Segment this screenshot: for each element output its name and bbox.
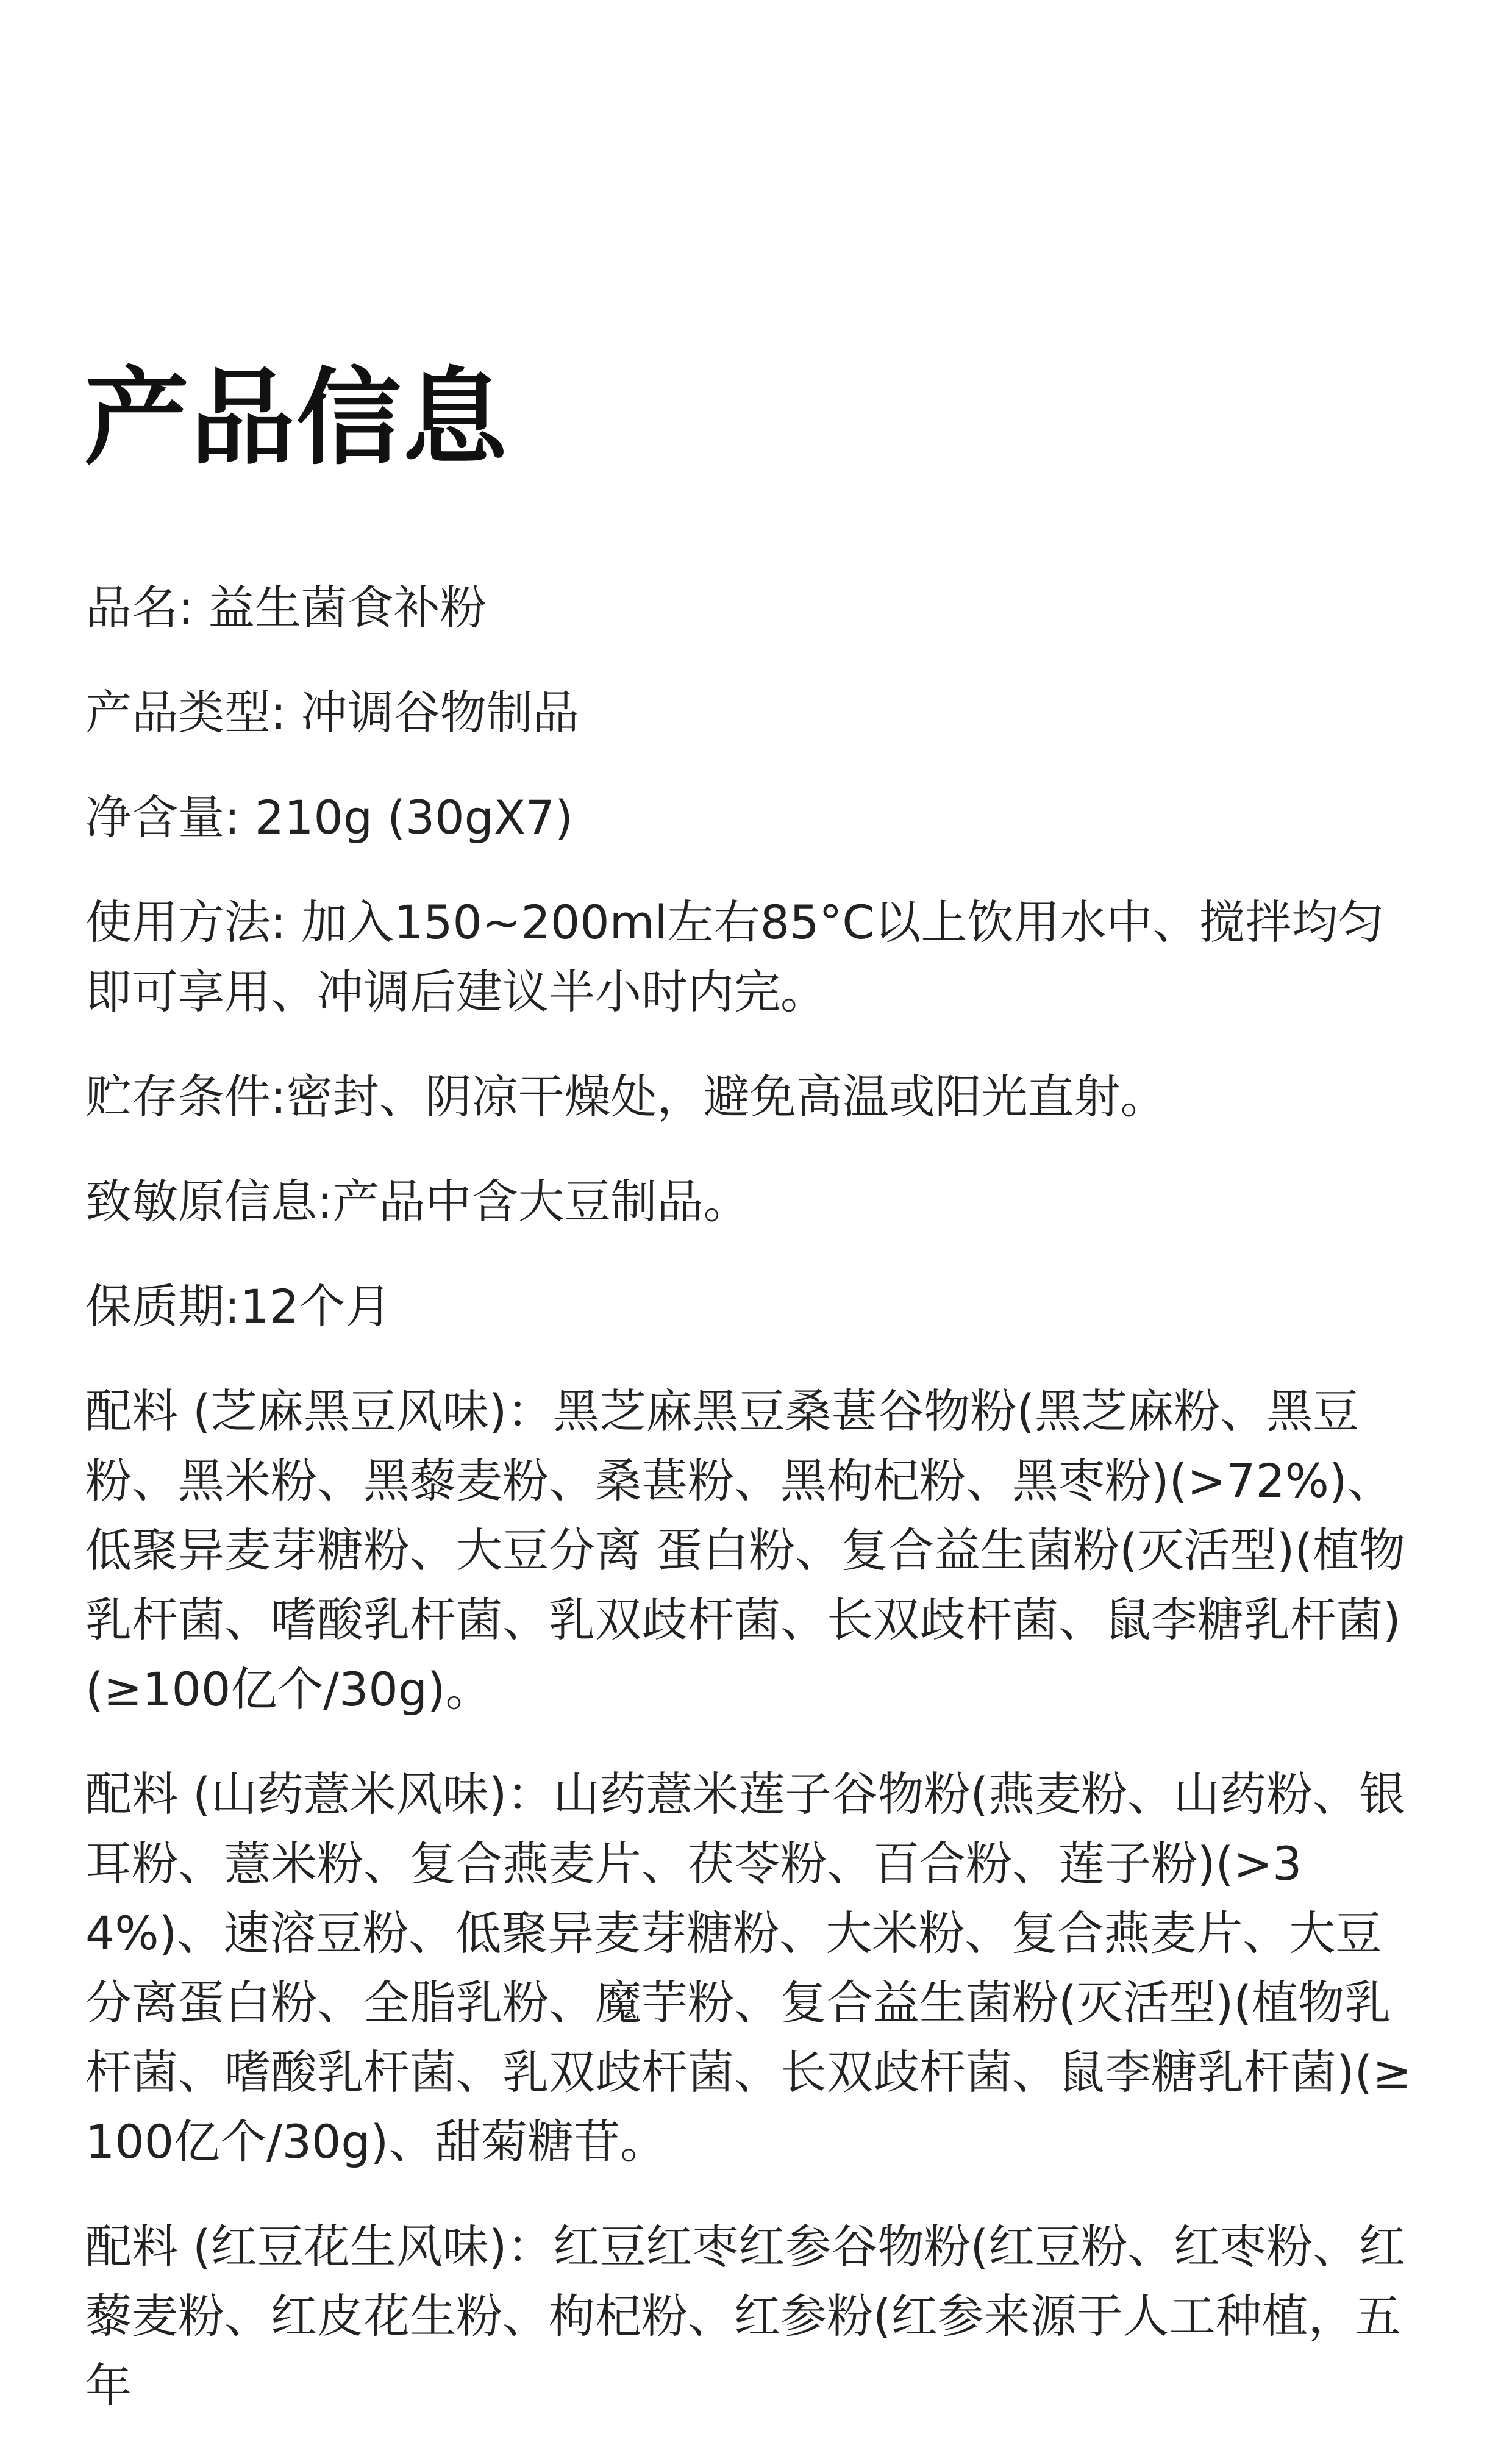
info-item-ingredients-sesame: 配料 (芝麻黑豆风味)：黑芝麻黑豆桑葚谷物粉(黑芝麻粉、黑豆粉、黑米粉、黑藜麦粉、桑葚粉、黑枸杞粉、黑枣粉)(>72%)、低聚异麦芽糖粉、大豆分离 蛋白粉、复合益生菌粉(灭活型)(植物乳杆菌、嗜酸乳杆菌、乳双歧杆菌、长双歧杆菌、鼠李糖乳杆菌)(≥100亿个/30g)。 xyxy=(85,1384,1406,1716)
info-item-allergen: 致敏原信息:产品中含大豆制品。 xyxy=(85,1174,750,1229)
info-item-product-name: 品名: 益生菌食补粉 xyxy=(85,580,487,635)
info-item-storage: 贮存条件:密封、阴凉干燥处，避免高温或阳光直射。 xyxy=(85,1069,1167,1124)
info-item-usage: 使用方法: 加入150~200ml左右85°C以上饮用水中、搅拌均匀即可享用、冲调后建议半小时内完。 xyxy=(85,895,1385,1019)
page-title: 产品信息 xyxy=(84,357,508,479)
info-item-ingredients-yam: 配料 (山药薏米风味)：山药薏米莲子谷物粉(燕麦粉、山药粉、银耳粉、薏米粉、复合燕麦片、茯苓粉、百合粉、莲子粉)(>34%)、速溶豆粉、低聚异麦芽糖粉、大米粉、复合燕麦片、大豆分离蛋白粉、全脂乳粉、魔芋粉、复合益生菌粉(灭活型)(植物乳杆菌、嗜酸乳杆菌、乳双歧杆菌、长双歧杆菌、鼠李糖乳杆菌)(≥100亿个/30g)、甜菊糖苷。 xyxy=(85,1767,1411,2169)
info-item-product-type: 产品类型: 冲调谷物制品 xyxy=(85,685,579,740)
info-item-net-content: 净含量: 210g (30gX7) xyxy=(85,790,573,844)
product-info-list xyxy=(85,573,1414,2456)
info-item-shelf-life: 保质期:12个月 xyxy=(85,1279,392,1333)
info-item-ingredients-redbean: 配料 (红豆花生风味)：红豆红枣红参谷物粉(红豆粉、红枣粉、红藜麦粉、红皮花生粉、枸杞粉、红参粉(红参来源于人工种植，五年 xyxy=(85,2219,1406,2413)
